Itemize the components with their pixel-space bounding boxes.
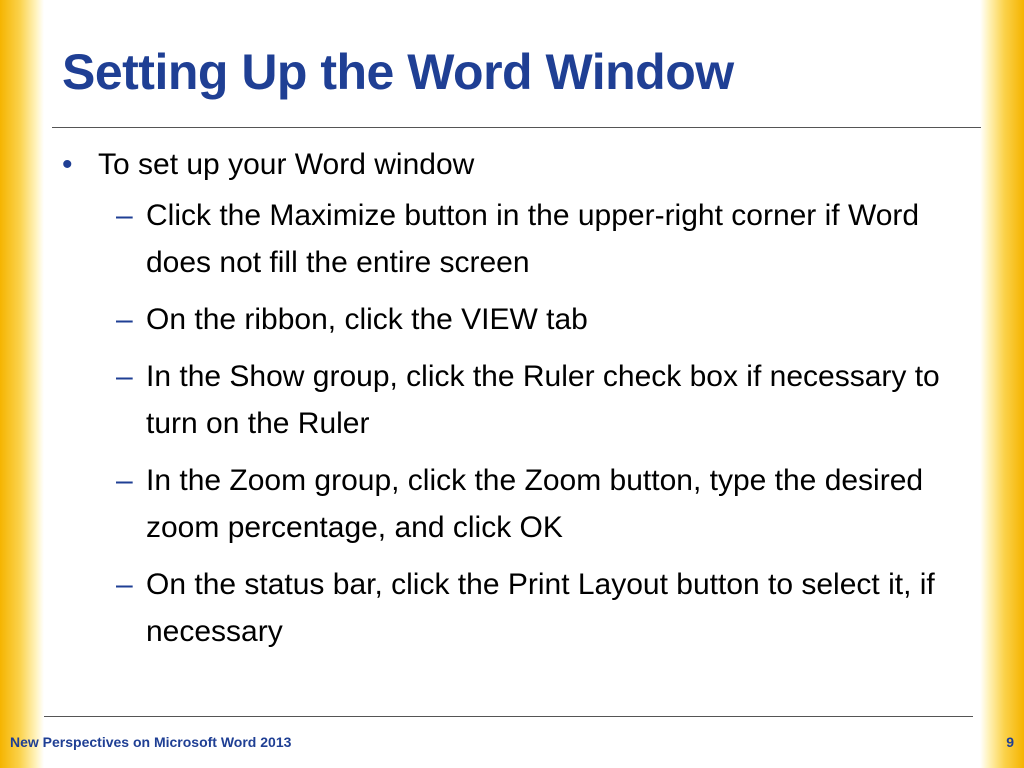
sub-bullet-text: Click the Maximize button in the upper-right corner if Word does not fill the entire screen <box>146 199 920 279</box>
slide-content <box>62 145 962 655</box>
sub-bullet-item <box>116 457 966 551</box>
bullet-marker: • <box>62 148 73 181</box>
page-number: 9 <box>1006 734 1014 750</box>
footer-title: New Perspectives on Microsoft Word 2013 <box>10 734 292 750</box>
slide-title: Setting Up the Word Window <box>62 44 734 100</box>
left-accent-bar <box>0 0 44 768</box>
sub-bullet-marker: – <box>116 568 133 601</box>
sub-bullet-item <box>116 561 966 655</box>
right-accent-bar <box>980 0 1024 768</box>
sub-bullet-text: On the ribbon, click the VIEW tab <box>146 303 588 336</box>
sub-bullet-marker: – <box>116 303 133 336</box>
sub-bullet-item <box>116 192 966 286</box>
sub-bullet-marker: – <box>116 199 133 232</box>
footer-divider <box>44 716 973 717</box>
sub-bullet-item <box>116 296 966 343</box>
sub-bullet-marker: – <box>116 464 133 497</box>
bullet-text: To set up your Word window <box>98 148 475 181</box>
sub-bullet-marker: – <box>116 360 133 393</box>
sub-bullet-text: In the Show group, click the Ruler check box if necessary to turn on the Ruler <box>146 360 940 440</box>
title-divider <box>52 127 981 128</box>
sub-bullet-item <box>116 353 966 447</box>
bullet-item <box>62 145 962 185</box>
sub-bullet-text: In the Zoom group, click the Zoom button, type the desired zoom percentage, and click OK <box>146 464 924 544</box>
sub-bullet-text: On the status bar, click the Print Layout button to select it, if necessary <box>146 568 935 648</box>
